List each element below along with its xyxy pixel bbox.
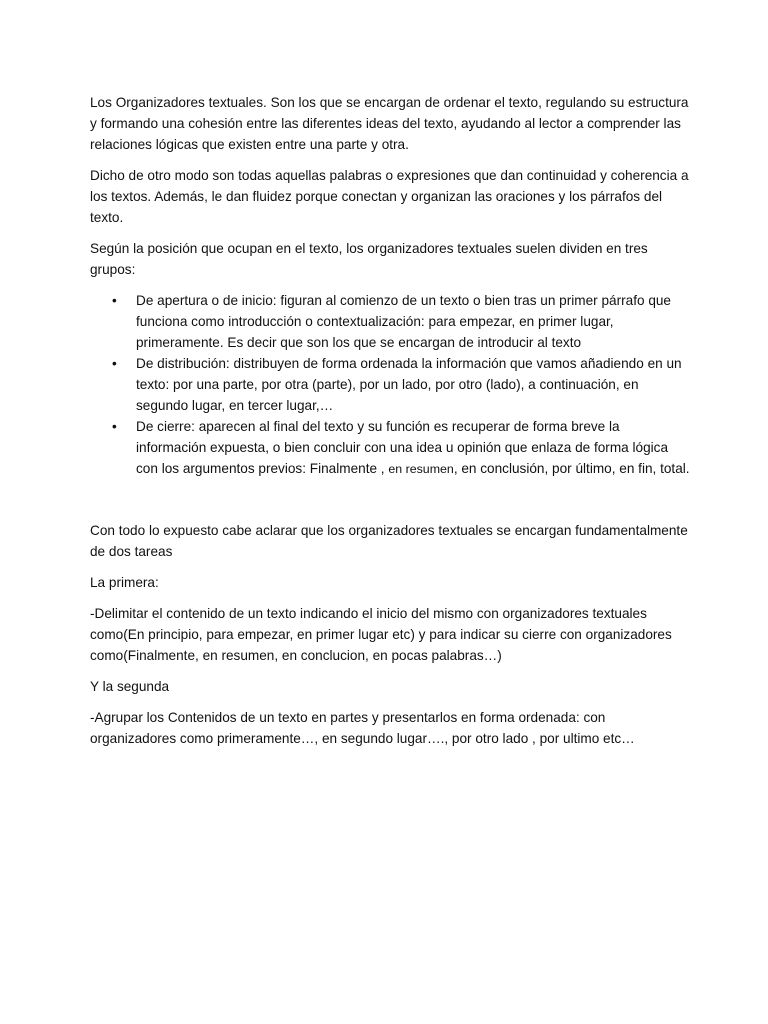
list-item-text: De distribución: distribuyen de forma ordenada la información que vamos añadiendo en un texto: por una parte, por otra (parte), por un lado, por otro (lado), a continuación, en segundo lugar, en tercer lugar,… (136, 356, 682, 413)
bullet-icon: • (112, 356, 117, 371)
intro-paragraph-1: Los Organizadores textuales. Son los que se encargan de ordenar el texto, regulando su estructura y formando una cohesión entre las diferentes ideas del texto, ayudando al lector a comprender las relaciones lógicas que existen entre una parte y otra. (90, 95, 689, 152)
first-task-text: -Delimitar el contenido de un texto indicando el inicio del mismo con organizadores textuales como(En principio, para empezar, en primer lugar etc) y para indicar su cierre con organizadores como(Finalmente, en resumen, en conclucion, en pocas palabras…) (90, 606, 672, 663)
organizer-types-list (90, 290, 690, 480)
conclusion-paragraph: Con todo lo expuesto cabe aclarar que los organizadores textuales se encargan fundamentalmente de dos tareas (90, 523, 688, 559)
list-item-closing (90, 416, 690, 480)
list-item-text-small: en resumen (388, 462, 454, 476)
list-item-text-after: , en conclusión, por último, en fin, total. (453, 461, 690, 476)
bullet-icon: • (112, 419, 117, 434)
list-item-text: De apertura o de inicio: figuran al comienzo de un texto o bien tras un primer párrafo que funciona como introducción o contextualización: para empezar, en primer lugar, primeramente. Es decir que son los que se encargan de introducir al texto (136, 293, 671, 350)
intro-paragraph-3: Según la posición que ocupan en el texto, los organizadores textuales suelen dividen en tres grupos: (90, 241, 648, 277)
first-task-heading: La primera: (90, 575, 159, 590)
section-spacer (90, 480, 690, 520)
list-item-opening (90, 290, 690, 353)
list-item-distribution (90, 353, 690, 416)
second-task-text: -Agrupar los Contenidos de un texto en partes y presentarlos en forma ordenada: con organizadores como primeramente…, en segundo lugar…., por otro lado , por ultimo etc… (90, 710, 635, 746)
document-page (90, 92, 690, 759)
list-item-text-before: De cierre: aparecen al final del texto y su función es recuperar de forma breve la información expuesta, o bien concluir con una idea u opinión que enlaza de forma lógica con los argumentos previos: Finalmente , (136, 419, 669, 476)
intro-paragraph-2: Dicho de otro modo son todas aquellas palabras o expresiones que dan continuidad y coherencia a los textos. Además, le dan fluidez porque conectan y organizan las oraciones y los párrafos del texto. (90, 168, 689, 225)
second-task-heading: Y la segunda (90, 679, 170, 694)
bullet-icon: • (112, 293, 117, 308)
